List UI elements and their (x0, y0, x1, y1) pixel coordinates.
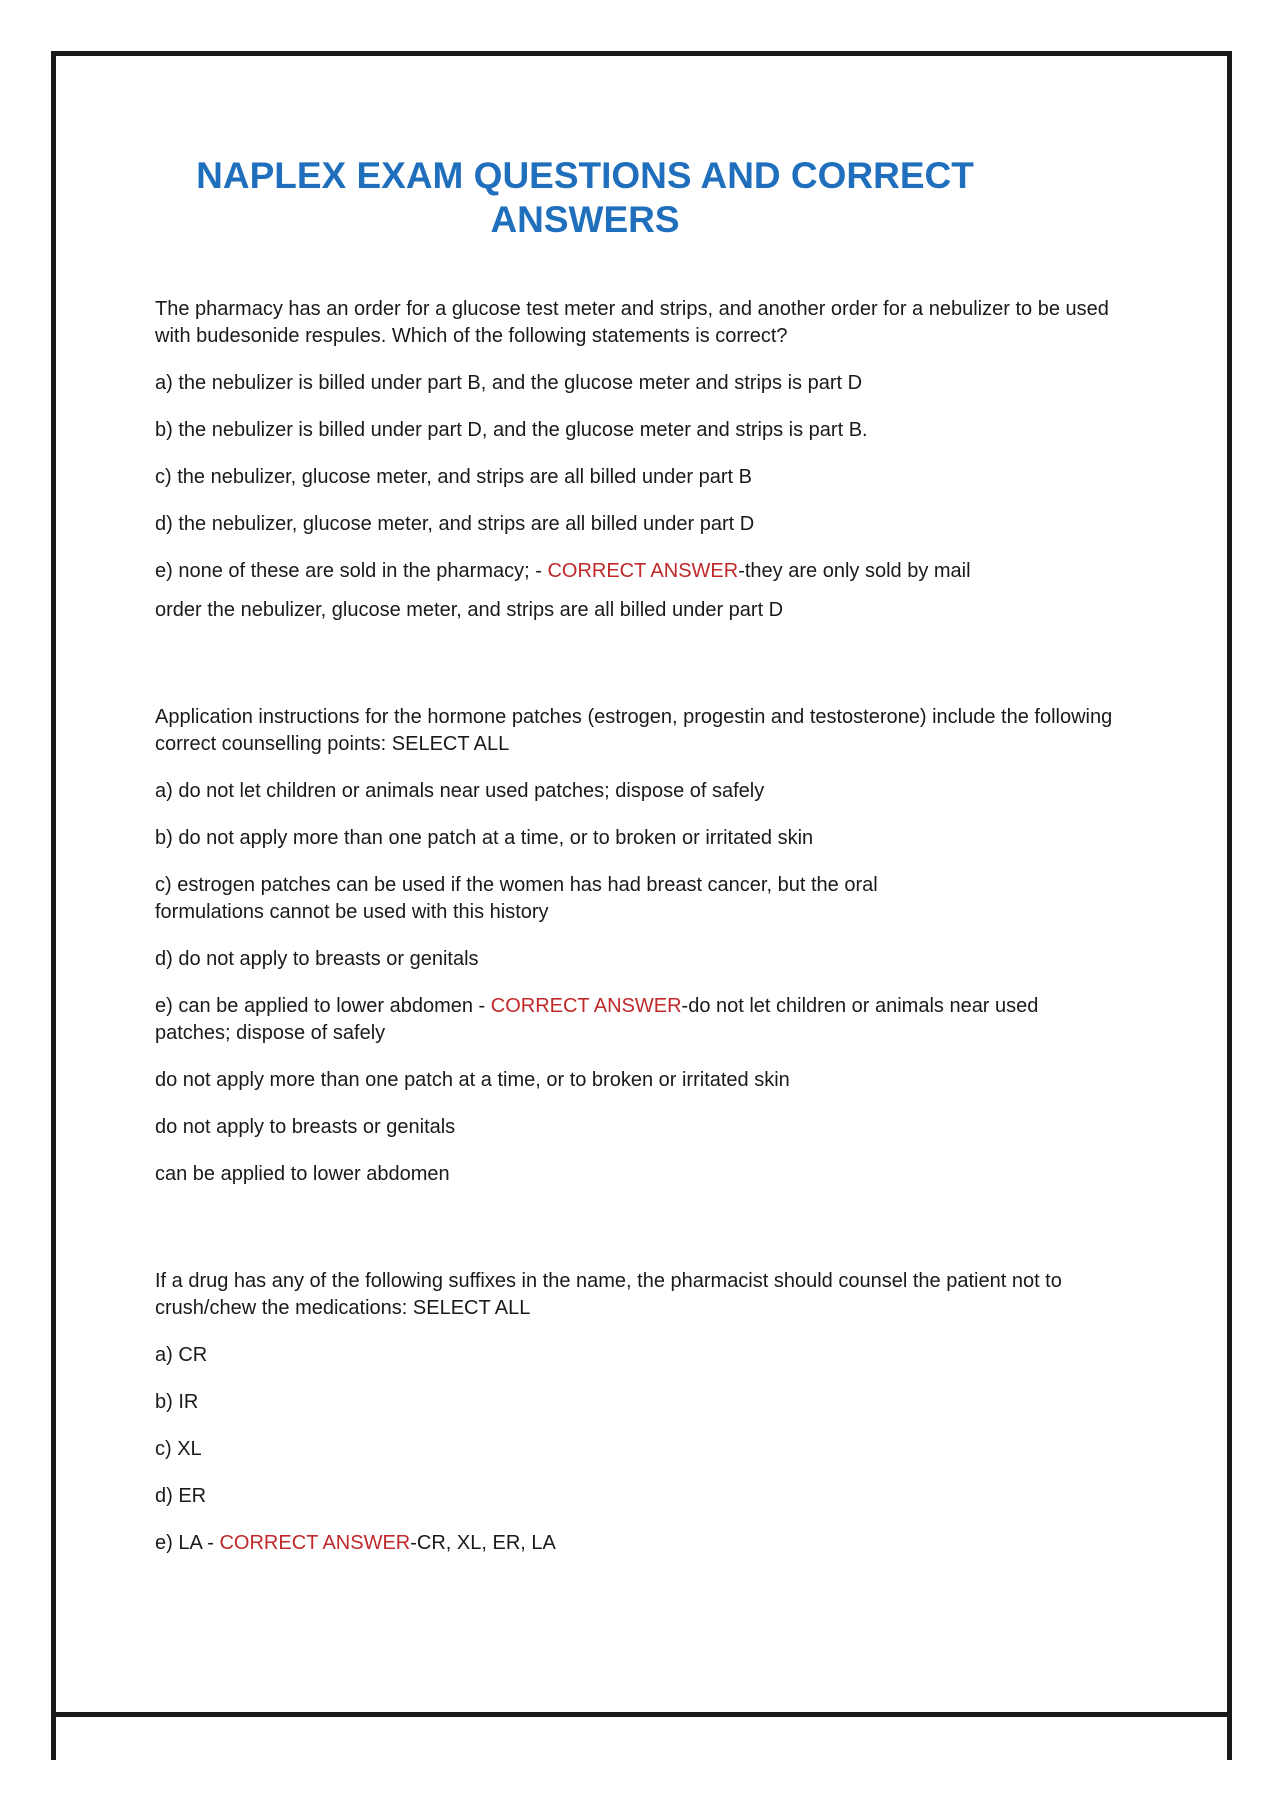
question-text: The pharmacy has an order for a glucose test meter and strips, and another order for a nebulizer to be used with budesonide respules. Which of the following statements is correct? (155, 298, 1109, 347)
answer-option-text: e) LA - (155, 1532, 220, 1554)
answer-option: c) XL (155, 1438, 202, 1460)
answer-option-with-answer (155, 1530, 1135, 1557)
spacer (155, 1208, 1135, 1268)
document-body (155, 296, 1135, 1577)
question-text: Application instructions for the hormone patches (estrogen, progestin and testosterone) include the following correct counselling points: SELECT ALL (155, 706, 1113, 755)
title-line-1: NAPLEX EXAM QUESTIONS AND CORRECT (196, 155, 974, 196)
title-line-2: ANSWERS (490, 199, 680, 240)
answer-option: d) the nebulizer, glucose meter, and strips are all billed under part D (155, 513, 755, 535)
answer-option: a) CR (155, 1344, 208, 1366)
answer-option: d) do not apply to breasts or genitals (155, 948, 479, 970)
answer-option: a) the nebulizer is billed under part B, and the glucose meter and strips is part D (155, 372, 863, 394)
answer-option: a) do not let children or animals near used patches; dispose of safely (155, 780, 765, 802)
question-block (155, 1268, 1135, 1557)
correct-answer-line: order the nebulizer, glucose meter, and strips are all billed under part D (155, 599, 784, 621)
answer-option-text: e) can be applied to lower abdomen - (155, 995, 491, 1017)
page-border-tail-left (51, 1717, 56, 1760)
correct-answer-text: -they are only sold by mail (738, 560, 971, 582)
spacer (155, 644, 1135, 704)
answer-option: c) the nebulizer, glucose meter, and strips are all billed under part B (155, 466, 752, 488)
answer-option-text: e) none of these are sold in the pharmacy; - (155, 560, 548, 582)
correct-answer-label: CORRECT ANSWER (490, 995, 682, 1017)
answer-option: b) do not apply more than one patch at a time, or to broken or irritated skin (155, 827, 814, 849)
answer-option-with-answer (155, 993, 1055, 1047)
correct-answer-text: -do not let children or animals near used patches; dispose of safely (155, 995, 1039, 1044)
correct-answer-text: -CR, XL, ER, LA (410, 1532, 556, 1554)
answer-option: b) IR (155, 1391, 199, 1413)
question-text: If a drug has any of the following suffixes in the name, the pharmacist should counsel the patient not to crush/chew the medications: SELECT ALL (155, 1270, 1062, 1319)
question-block (155, 704, 1135, 1188)
answer-option: b) the nebulizer is billed under part D, and the glucose meter and strips is part B. (155, 419, 868, 441)
correct-answer-line: can be applied to lower abdomen (155, 1163, 450, 1185)
correct-answer-line: do not apply to breasts or genitals (155, 1116, 456, 1138)
answer-option: d) ER (155, 1485, 207, 1507)
correct-answer-line: do not apply more than one patch at a time, or to broken or irritated skin (155, 1069, 790, 1091)
document-title (150, 154, 1020, 242)
answer-option-with-answer (155, 558, 1135, 585)
answer-option: c) estrogen patches can be used if the women has had breast cancer, but the oral formulations cannot be used with this history (155, 874, 878, 923)
correct-answer-label: CORRECT ANSWER (547, 560, 739, 582)
correct-answer-label: CORRECT ANSWER (219, 1532, 411, 1554)
page-border-tail-right (1227, 1717, 1232, 1760)
question-block (155, 296, 1135, 624)
